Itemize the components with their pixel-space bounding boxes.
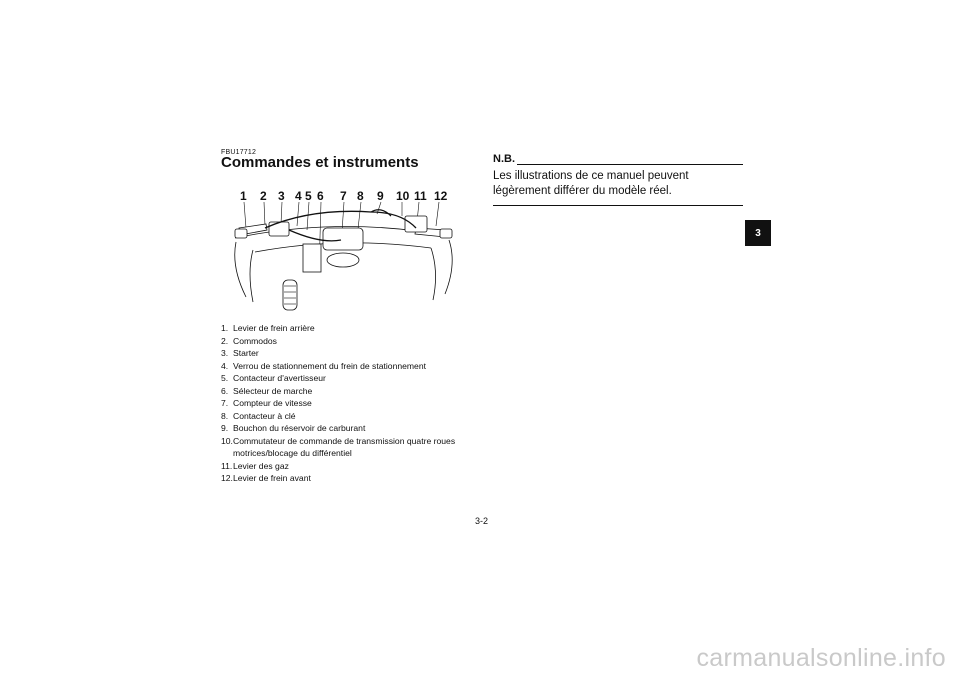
legend-number: 7. (221, 398, 229, 408)
legend-number: 5. (221, 373, 229, 383)
callout-6: 6 (317, 189, 324, 203)
chapter-tab: 3 (745, 220, 771, 246)
handlebar-figure (221, 182, 461, 312)
legend-item (221, 335, 466, 348)
legend-item (221, 385, 466, 398)
legend-text: Contacteur à clé (233, 410, 296, 421)
legend-text: Commodos (233, 335, 277, 346)
callout-2: 2 (260, 189, 267, 203)
callout-4: 4 (295, 189, 302, 203)
legend-number: 8. (221, 410, 229, 421)
legend-item (221, 360, 466, 373)
legend-item (221, 435, 466, 460)
callout-3: 3 (278, 189, 285, 203)
legend-text: Levier de frein avant (233, 473, 311, 483)
figure-legend (221, 322, 466, 485)
legend-number: 12. (221, 473, 233, 483)
watermark: carmanualsonline.info (696, 644, 946, 672)
legend-text: Levier de frein arrière (233, 323, 315, 333)
nb-note (493, 153, 743, 206)
page-number: 3-2 (475, 516, 489, 526)
callout-12: 12 (434, 189, 448, 203)
legend-text: Commutateur de commande de transmission quatre roues motrices/blocage du différentiel (233, 435, 456, 458)
legend-item (221, 322, 466, 335)
callout-7: 7 (340, 189, 347, 203)
legend-text: Compteur de vitesse (233, 398, 312, 408)
handlebar-illustration (221, 182, 461, 312)
legend-item (221, 472, 466, 485)
legend-number: 6. (221, 385, 229, 396)
callout-5: 5 (305, 189, 312, 203)
legend-item (221, 372, 466, 385)
legend-number: 3. (221, 348, 229, 358)
legend-item (221, 347, 466, 360)
nb-text: Les illustrations de ce manuel peuvent légèrement différer du modèle réel. (493, 170, 689, 197)
legend-number: 2. (221, 335, 229, 346)
page-title: Commandes et instruments (221, 154, 419, 171)
legend-item (221, 422, 466, 435)
legend-item (221, 460, 466, 473)
callout-10: 10 (396, 189, 410, 203)
legend-number: 9. (221, 423, 229, 433)
legend-item (221, 397, 466, 410)
callout-11: 11 (414, 189, 427, 203)
nb-label: N.B. (493, 153, 515, 165)
document-code: FBU17712 (221, 149, 257, 156)
legend-text: Bouchon du réservoir de carburant (233, 423, 366, 433)
legend-text: Starter (233, 348, 259, 358)
legend-text: Contacteur d'avertisseur (233, 373, 326, 383)
nb-bottom-rule (493, 205, 743, 206)
callout-9: 9 (377, 189, 384, 203)
callout-8: 8 (357, 189, 364, 203)
callout-1: 1 (240, 189, 247, 203)
nb-header (493, 153, 743, 165)
legend-text: Sélecteur de marche (233, 385, 313, 396)
legend-text: Verrou de stationnement du frein de stationnement (233, 360, 427, 371)
legend-item (221, 410, 466, 423)
legend-number: 1. (221, 323, 229, 333)
legend-text: Levier des gaz (233, 460, 289, 471)
legend-number: 11. (221, 460, 233, 471)
legend-number: 10. (221, 435, 233, 446)
nb-divider (517, 155, 743, 165)
legend-number: 4. (221, 360, 229, 371)
